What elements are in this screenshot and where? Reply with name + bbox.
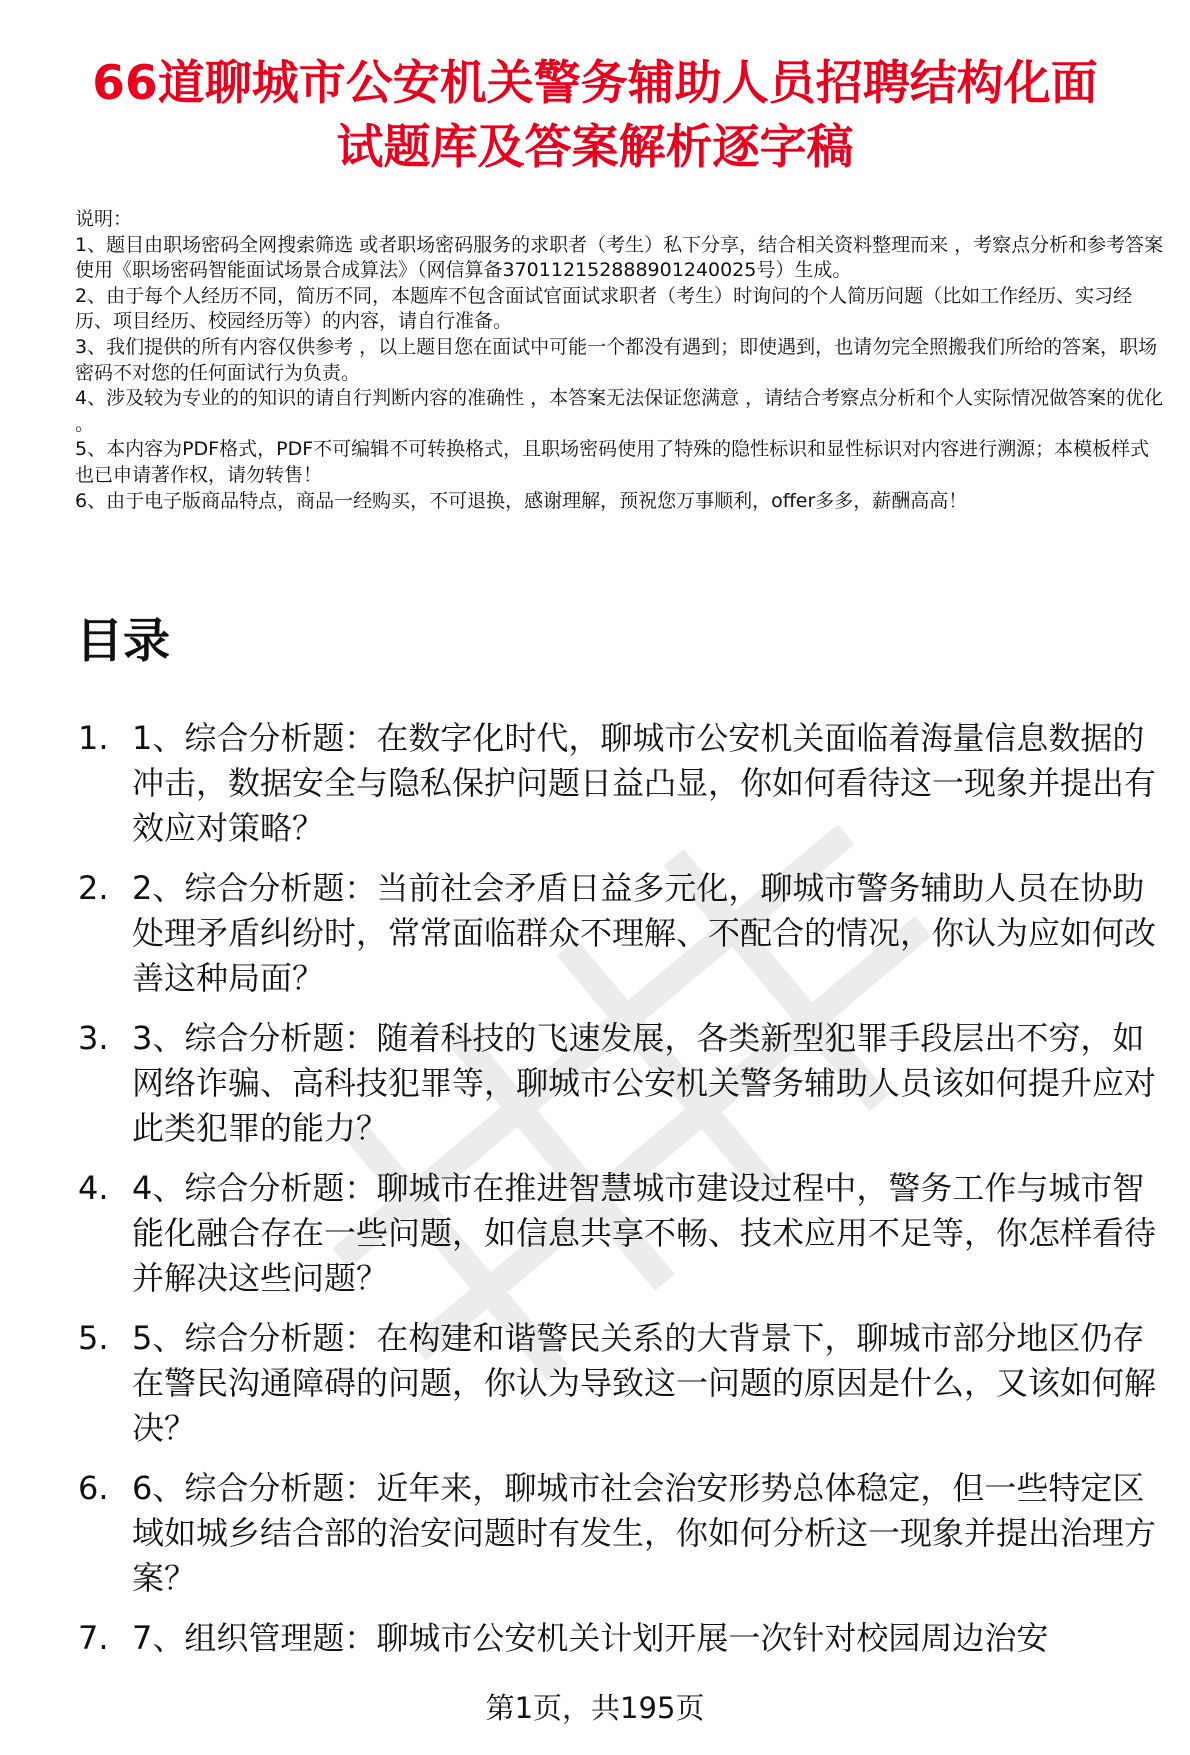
toc-item-text: 3、综合分析题：随着科技的飞速发展，各类新型犯罪手段层出不穷，如网络诈骗、高科技犯罪等，聊城市公安机关警务辅助人员该如何提升应对此类犯罪的能力？ <box>132 1019 1157 1147</box>
toc-item-text: 2、综合分析题：当前社会矛盾日益多元化，聊城市警务辅助人员在协助处理矛盾纠纷时，常常面临群众不理解、不配合的情况，你认为应如何改善这种局面？ <box>132 869 1157 997</box>
toc-item-text: 5、综合分析题：在构建和谐警民关系的大背景下，聊城市部分地区仍存在警民沟通障碍的问题，你认为导致这一问题的原因是什么，又该如何解决？ <box>132 1319 1157 1447</box>
note-item: 1、题目由职场密码全网搜索筛选 或者职场密码服务的求职者（考生）私下分享，结合相关资料整理而来 ，考察点分析和参考答案使用《职场密码智能面试场景合成算法》（网信算备370112152888901240025号）生成。 <box>75 233 1164 282</box>
toc-item-number: 2. <box>78 869 109 907</box>
toc-item-number: 1. <box>78 719 109 757</box>
toc-item-text: 4、综合分析题：聊城市在推进智慧城市建设过程中，警务工作与城市智能化融合存在一些问题，如信息共享不畅、技术应用不足等，你怎样看待并解决这些问题？ <box>132 1169 1157 1297</box>
toc-item-number: 5. <box>78 1319 109 1357</box>
toc-item-number: 4. <box>78 1169 109 1207</box>
toc-heading: 目录 <box>76 614 170 669</box>
toc-item[interactable] <box>76 866 1166 1001</box>
toc-item[interactable] <box>76 1016 1166 1151</box>
notes-section <box>75 207 1165 514</box>
note-item: 5、本内容为PDF格式，PDF不可编辑不可转换格式，且职场密码使用了特殊的隐性标识和显性标识对内容进行溯源；本模板样式也已申请著作权，请勿转售！ <box>75 438 1150 486</box>
toc-item[interactable] <box>76 1616 1166 1661</box>
toc-item-text: 7、组织管理题：聊城市公安机关计划开展一次针对校园周边治安 <box>132 1619 1049 1657</box>
notes-heading: 说明： <box>75 208 133 230</box>
toc-item[interactable] <box>76 716 1166 851</box>
toc-item[interactable] <box>76 1316 1166 1451</box>
toc-item[interactable] <box>76 1466 1166 1601</box>
toc-item-number: 3. <box>78 1019 109 1057</box>
note-item: 3、我们提供的所有内容仅供参考 ，以上题目您在面试中可能一个都没有遇到；即使遇到，也请勿完全照搬我们所给的答案，职场密码不对您的任何面试行为负责。 <box>75 335 1158 384</box>
note-item: 4、涉及较为专业的的知识的请自行判断内容的准确性 ，本答案无法保证您满意 ，请结合考察点分析和个人实际情况做答案的优化 。 <box>75 387 1164 435</box>
page-footer: 第1页，共195页 <box>485 1691 705 1725</box>
toc-item-text: 1、综合分析题：在数字化时代，聊城市公安机关面临着海量信息数据的冲击，数据安全与隐私保护问题日益凸显，你如何看待这一现象并提出有效应对策略？ <box>132 719 1157 847</box>
toc-list <box>76 716 1166 1676</box>
toc-item-text: 6、综合分析题：近年来，聊城市社会治安形势总体稳定，但一些特定区域如城乡结合部的治安问题时有发生，你如何分析这一现象并提出治理方案？ <box>132 1469 1157 1597</box>
note-item: 6、由于电子版商品特点，商品一经购买，不可退换，感谢理解，预祝您万事顺利，offer多多，薪酬高高！ <box>75 489 968 512</box>
toc-item[interactable] <box>76 1166 1166 1301</box>
toc-item-number: 7. <box>78 1619 109 1657</box>
toc-item-number: 6. <box>78 1469 109 1507</box>
note-item: 2、由于每个人经历不同，简历不同，本题库不包含面试官面试求职者（考生）时询问的个人简历问题（比如工作经历、实习经历、项目经历、校园经历等）的内容，请自行准备。 <box>75 284 1133 333</box>
document-title: 66道聊城市公安机关警务辅助人员招聘结构化面试题库及答案解析逐字稿 <box>92 56 1098 175</box>
